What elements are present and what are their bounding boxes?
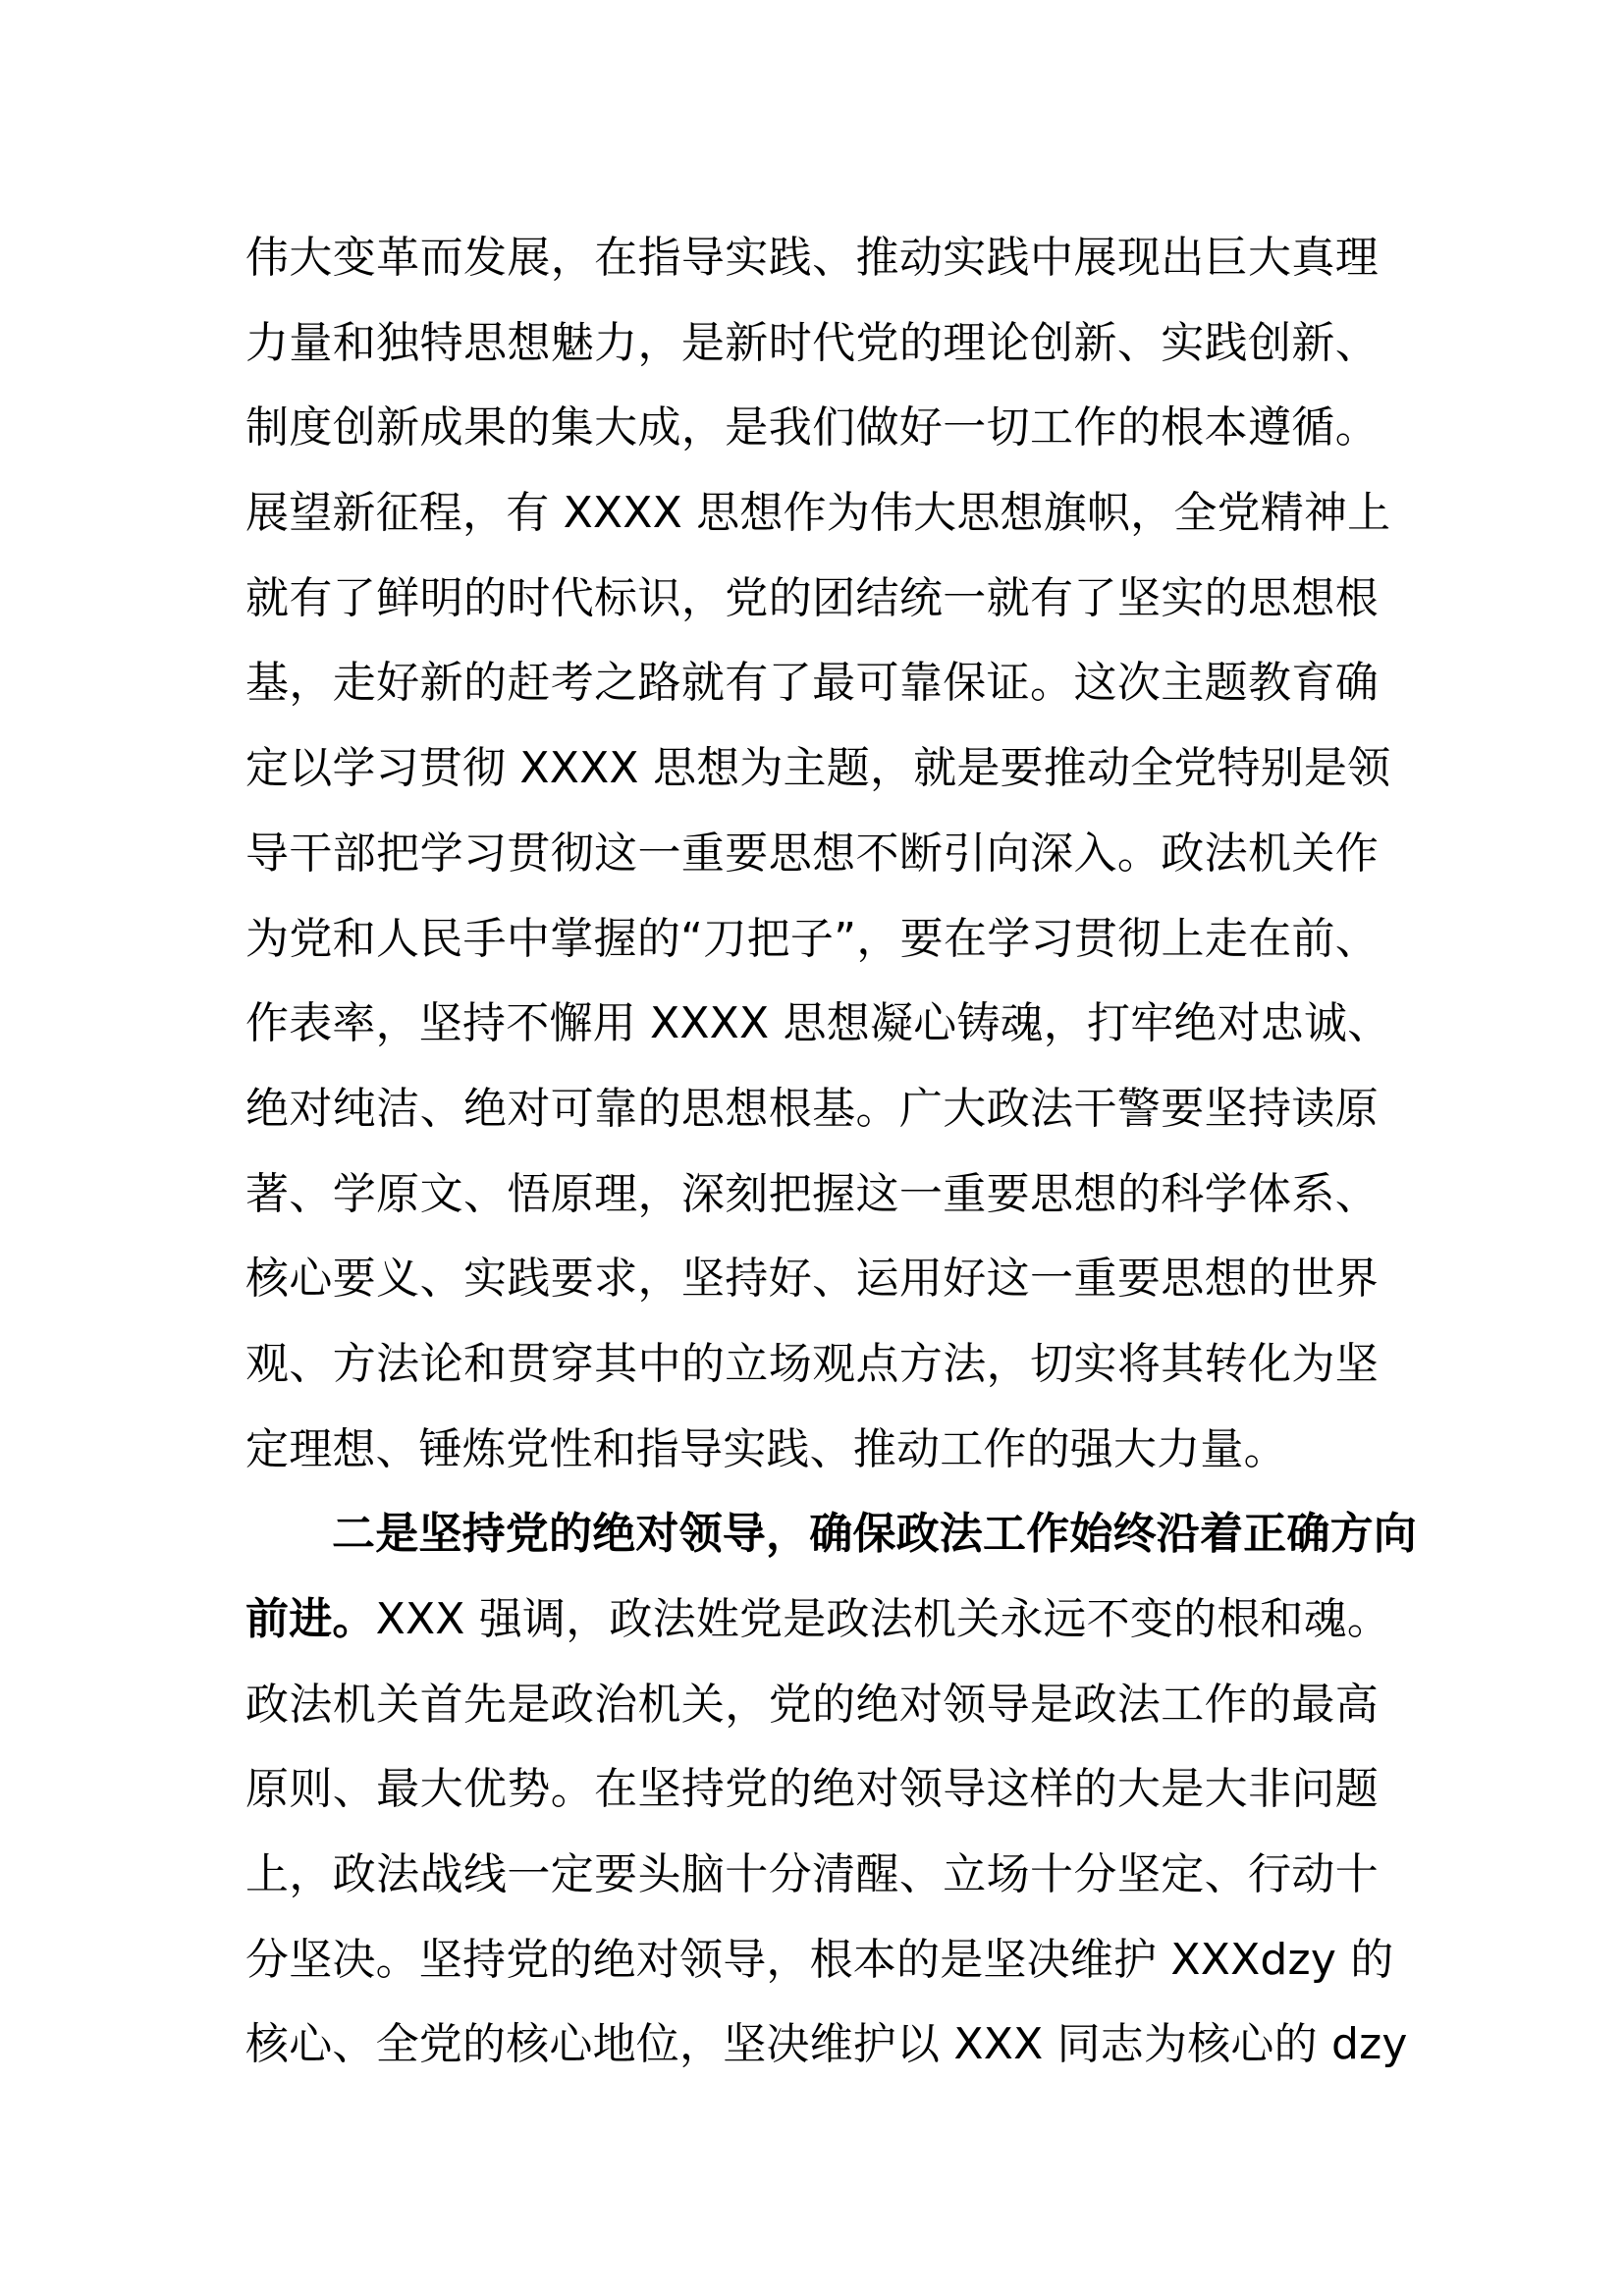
text-line — [245, 897, 1379, 983]
text-line — [245, 812, 1379, 897]
text-line — [245, 726, 1391, 812]
text-line — [245, 982, 1391, 1067]
text-run: 上，政法战线一定要头脑十分清醒、立场十分坚定、行动十 — [245, 1849, 1379, 1900]
text-run: 绝对纯洁、绝对可靠的思想根基。广大政法干警要坚持读原 — [245, 1083, 1379, 1134]
text-run: 原则、最大优势。在坚持党的绝对领导这样的大是大非问题 — [245, 1764, 1379, 1815]
text-line — [245, 1747, 1379, 1833]
bold-text-run: 前进。 — [245, 1594, 376, 1644]
text-line — [245, 1577, 1391, 1663]
text-line — [245, 1663, 1379, 1748]
text-run: 为党和人民手中掌握的“刀把子”，要在学习贯彻上走在前、 — [245, 913, 1379, 964]
text-line — [245, 2002, 1408, 2088]
text-run: 定以学习贯彻 XXXX 思想为主题，就是要推动全党特别是领 — [245, 743, 1391, 794]
text-line — [245, 216, 1379, 301]
paragraph-continuation — [245, 216, 1391, 1492]
text-line — [245, 1237, 1379, 1322]
text-line — [245, 557, 1379, 642]
text-line — [245, 1833, 1379, 1918]
text-run: XXX 强调，政法姓党是政法机关永远不变的根和魂。 — [375, 1594, 1391, 1644]
text-run: 导干部把学习贯彻这一重要思想不断引向深入。政法机关作 — [245, 828, 1379, 879]
text-run: 作表率，坚持不懈用 XXXX 思想凝心铸魂，打牢绝对忠诚、 — [245, 998, 1391, 1049]
text-run: 核心要义、实践要求，坚持好、运用好这一重要思想的世界 — [245, 1254, 1379, 1305]
text-run: 分坚决。坚持党的绝对领导，根本的是坚决维护 XXXdzy 的 — [245, 1934, 1394, 1985]
text-run: 基，走好新的赶考之路就有了最可靠保证。这次主题教育确 — [245, 658, 1379, 709]
text-line — [245, 386, 1379, 471]
text-line — [245, 1067, 1379, 1152]
text-run: 定理想、锤炼党性和指导实践、推动工作的强大力量。 — [245, 1423, 1287, 1474]
bold-text-run: 二是坚持党的绝对领导，确保政法工作始终沿着正确方向 — [332, 1509, 1417, 1560]
text-run: 力量和独特思想魅力，是新时代党的理论创新、实践创新、 — [245, 317, 1379, 368]
text-line — [245, 1918, 1394, 2003]
text-run: 伟大变革而发展，在指导实践、推动实践中展现出巨大真理 — [245, 233, 1379, 283]
text-run: 展望新征程，有 XXXX 思想作为伟大思想旗帜，全党精神上 — [245, 488, 1391, 539]
text-line — [245, 1492, 1417, 1577]
text-run: 政法机关首先是政治机关，党的绝对领导是政法工作的最高 — [245, 1679, 1379, 1730]
text-run: 观、方法论和贯穿其中的立场观点方法，切实将其转化为坚 — [245, 1338, 1379, 1389]
text-run: 核心、全党的核心地位，坚决维护以 XXX 同志为核心的 dzy — [245, 2019, 1408, 2070]
text-line — [245, 1322, 1379, 1408]
text-run: 制度创新成果的集大成，是我们做好一切工作的根本遵循。 — [245, 402, 1379, 454]
paragraph-second-point — [245, 1492, 1417, 2088]
document-body — [245, 216, 1417, 2088]
text-line — [245, 1152, 1379, 1238]
text-line — [245, 641, 1379, 726]
text-line — [245, 301, 1379, 387]
text-run: 著、学原文、悟原理，深刻把握这一重要思想的科学体系、 — [245, 1168, 1379, 1219]
text-line — [245, 1408, 1379, 1493]
text-run: 就有了鲜明的时代标识，党的团结统一就有了坚实的思想根 — [245, 572, 1379, 623]
text-line — [245, 471, 1391, 557]
